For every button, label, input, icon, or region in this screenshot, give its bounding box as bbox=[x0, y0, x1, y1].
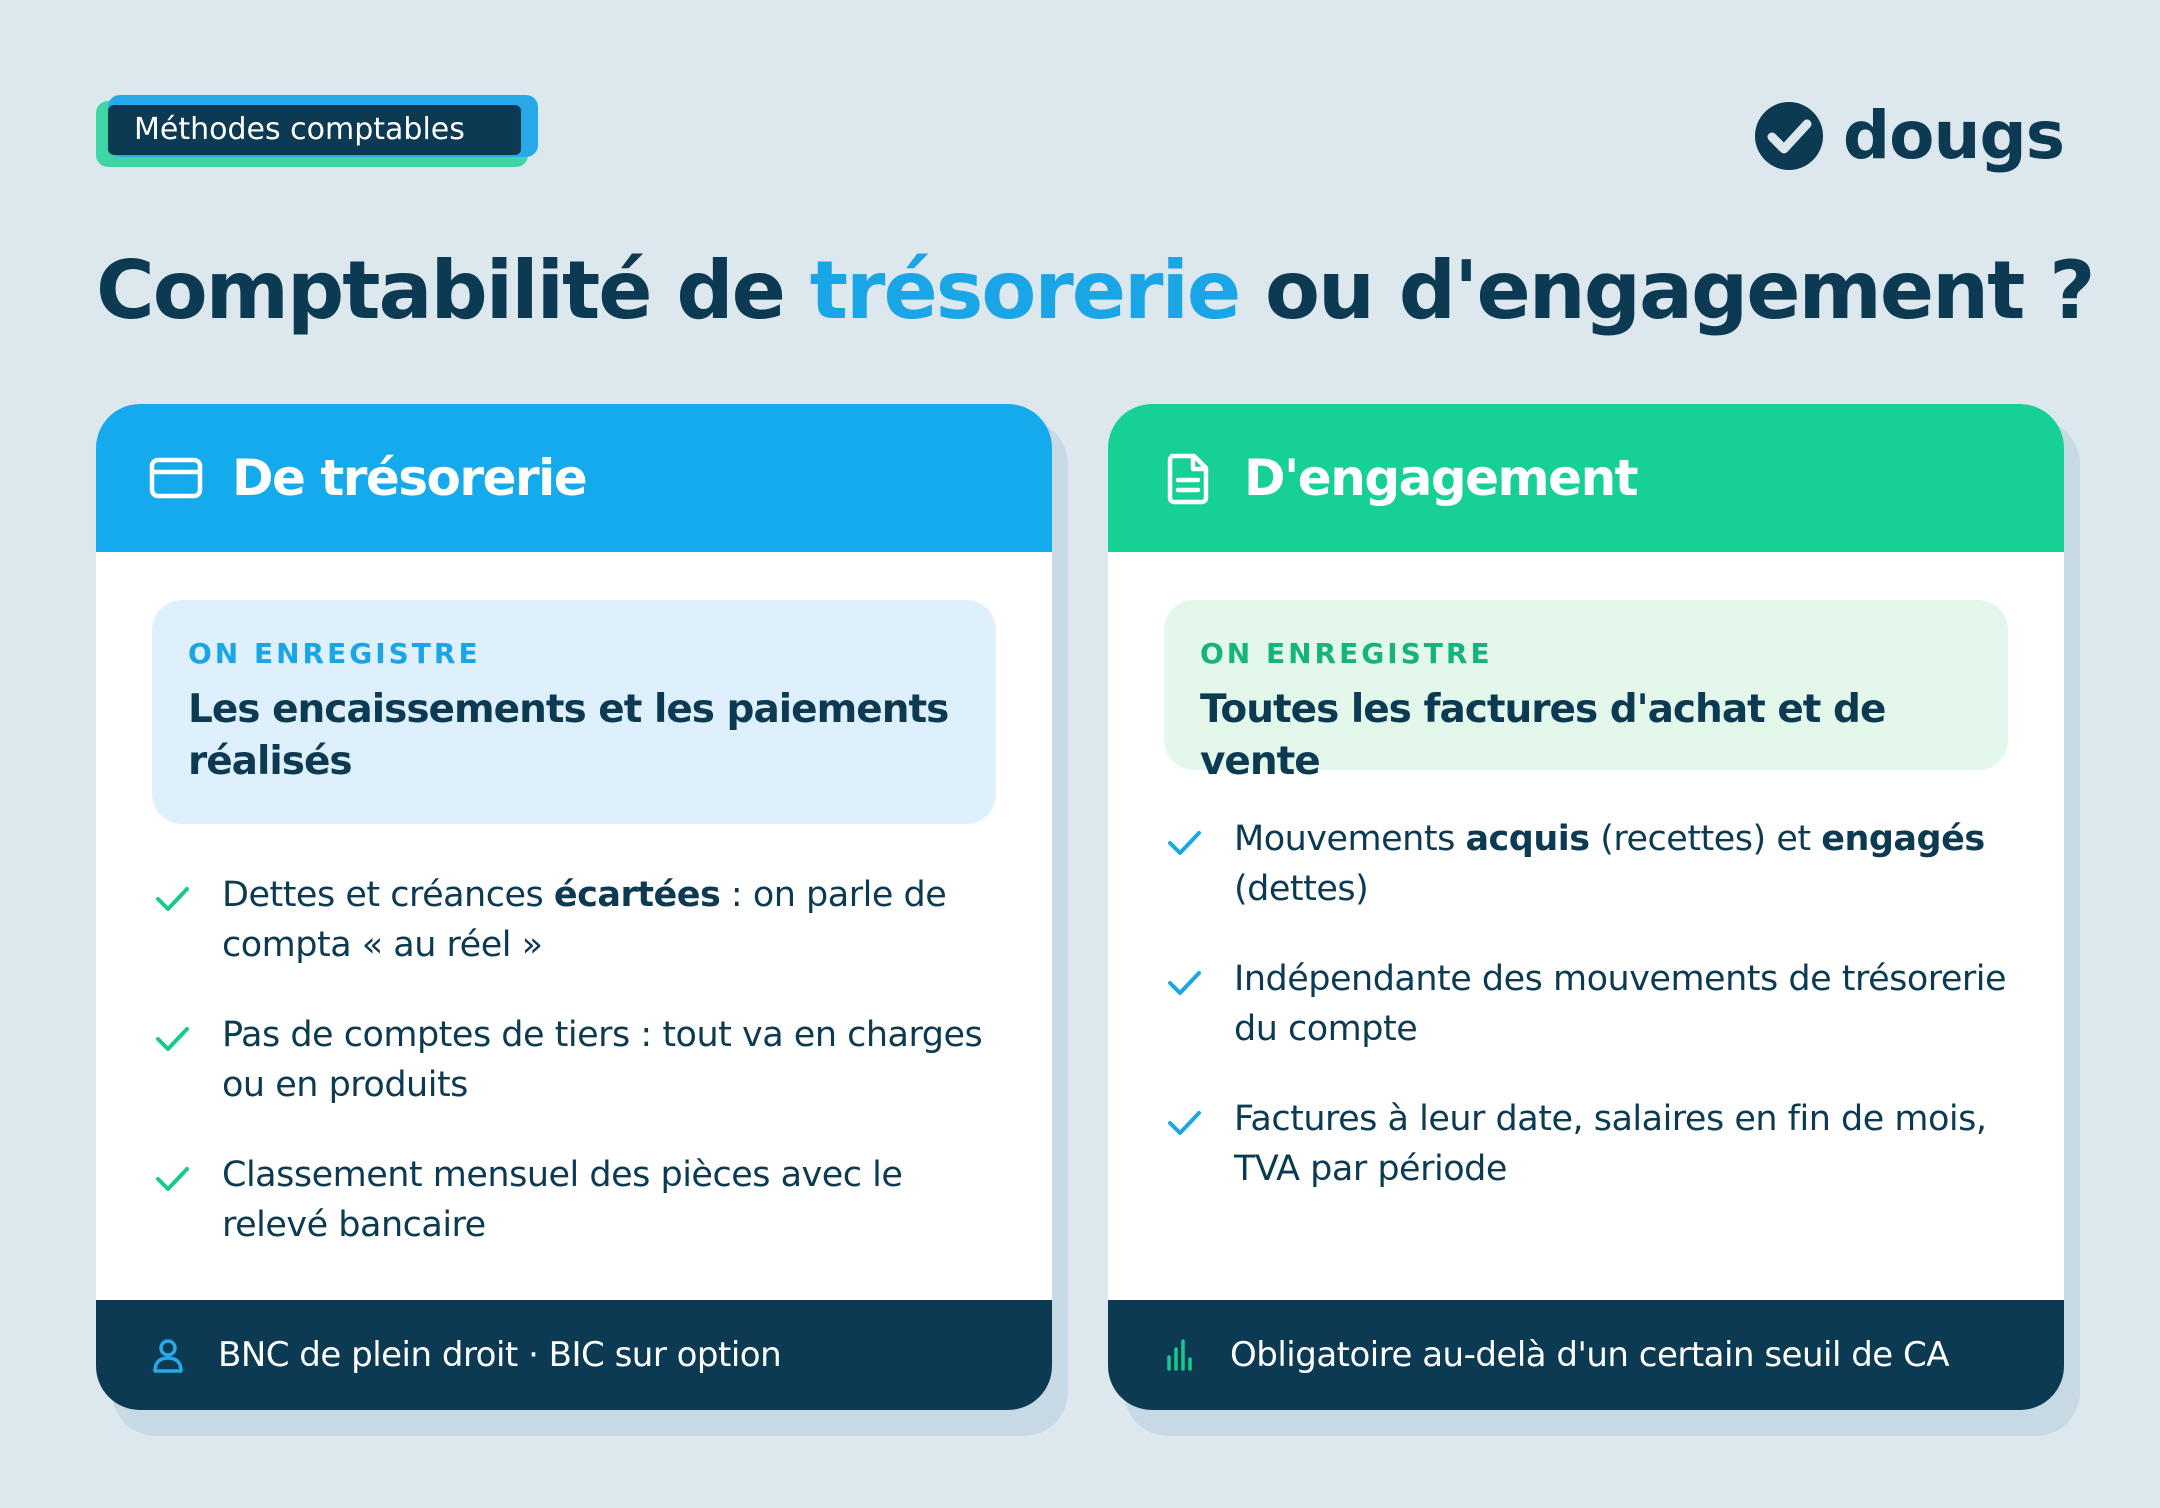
brand-logo bbox=[1753, 97, 2064, 174]
card-engagement bbox=[1108, 404, 2064, 1410]
card-title: De trésorerie bbox=[232, 449, 587, 507]
panel-summary: Les encaissements et les paiements réalisés bbox=[188, 687, 949, 784]
summary-panel bbox=[152, 600, 996, 824]
item-text: Indépendante des mouvements de trésorerie du compte bbox=[1234, 959, 2007, 1049]
check-icon bbox=[1164, 1102, 1204, 1142]
check-icon bbox=[1164, 822, 1204, 862]
list-item bbox=[152, 1150, 1012, 1250]
feature-list bbox=[152, 870, 1012, 1290]
bar-chart-icon bbox=[1160, 1335, 1200, 1375]
list-item bbox=[1164, 1094, 2024, 1194]
card-header bbox=[1108, 404, 2064, 552]
card-header bbox=[96, 404, 1052, 552]
feature-list bbox=[1164, 814, 2024, 1234]
check-icon bbox=[1164, 962, 1204, 1002]
list-item bbox=[1164, 814, 2024, 914]
card-tresorerie bbox=[96, 404, 1052, 1410]
panel-kicker: ON ENREGISTRE bbox=[1200, 637, 1493, 670]
item-text: Mouvements acquis (recettes) et engagés (dettes) bbox=[1234, 819, 1985, 909]
user-icon bbox=[148, 1335, 188, 1375]
item-text: Classement mensuel des pièces avec le relevé bancaire bbox=[222, 1155, 903, 1245]
document-icon bbox=[1160, 450, 1216, 506]
check-circle-logo-icon bbox=[1753, 100, 1825, 172]
footer-text: Obligatoire au-delà d'un certain seuil de CA bbox=[1230, 1335, 1950, 1375]
summary-panel bbox=[1164, 600, 2008, 784]
category-tag bbox=[96, 95, 538, 169]
credit-card-icon bbox=[148, 450, 204, 506]
list-item bbox=[152, 870, 1012, 970]
title-part-1: Comptabilité de bbox=[96, 244, 810, 337]
card-title: D'engagement bbox=[1244, 449, 1638, 507]
card-footer bbox=[96, 1300, 1052, 1410]
title-part-2: ou d'engagement ? bbox=[1239, 244, 2094, 337]
list-item bbox=[1164, 954, 2024, 1054]
title-accent: trésorerie bbox=[809, 244, 1240, 337]
check-icon bbox=[152, 878, 192, 918]
check-icon bbox=[152, 1158, 192, 1198]
page-title bbox=[96, 236, 2094, 346]
brand-name: dougs bbox=[1842, 97, 2064, 174]
tag-label: Méthodes comptables bbox=[108, 105, 521, 155]
footer-text: BNC de plein droit · BIC sur option bbox=[218, 1335, 782, 1375]
card-footer bbox=[1108, 1300, 2064, 1410]
panel-kicker: ON ENREGISTRE bbox=[188, 637, 481, 670]
panel-summary: Toutes les factures d'achat et de vente bbox=[1200, 687, 1886, 784]
item-text: Factures à leur date, salaires en fin de mois, TVA par période bbox=[1234, 1099, 1987, 1189]
list-item bbox=[152, 1010, 1012, 1110]
item-text: Pas de comptes de tiers : tout va en charges ou en produits bbox=[222, 1015, 983, 1105]
item-text: Dettes et créances écartées : on parle de compta « au réel » bbox=[222, 875, 947, 965]
check-icon bbox=[152, 1018, 192, 1058]
